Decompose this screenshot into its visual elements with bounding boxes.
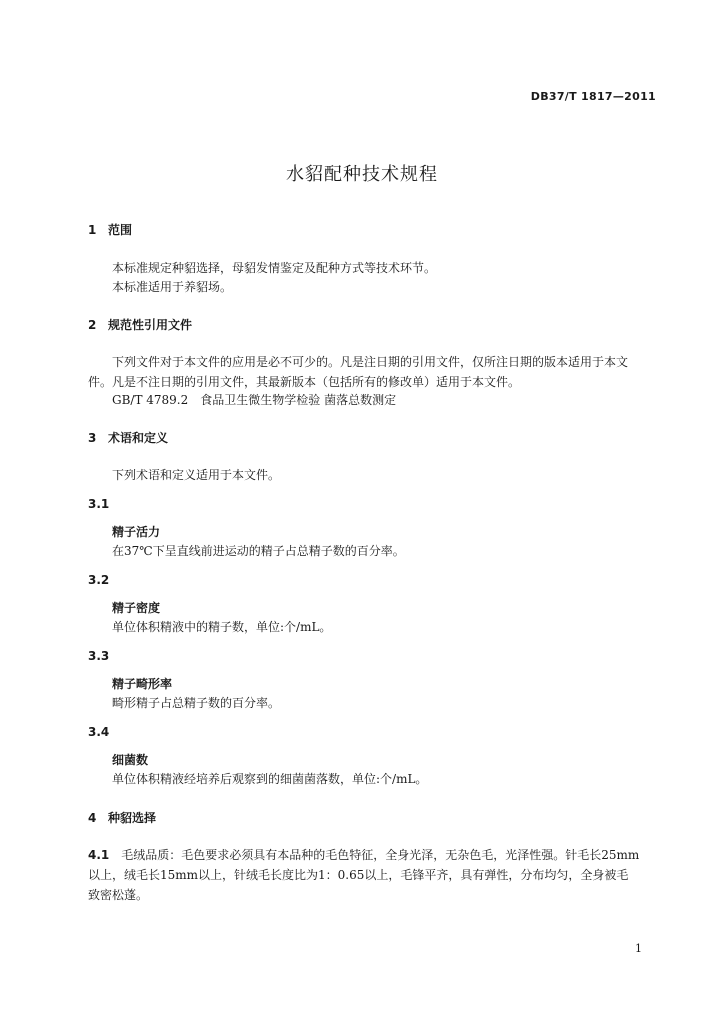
paragraph-line: 以上，绒毛长15mm以上，针绒毛长度比为1：0.65以上，毛锋平齐，具有弹性，分布均匀，全身被毛 bbox=[88, 868, 629, 882]
section-2-paragraph bbox=[88, 353, 656, 393]
section-3-heading bbox=[88, 429, 168, 446]
section-title: 种貂选择 bbox=[108, 811, 157, 825]
section-1-paragraph-2: 本标准适用于养貂场。 bbox=[112, 280, 233, 294]
clause-number: 4.1 bbox=[88, 848, 110, 862]
term-name: 精子密度 bbox=[112, 601, 161, 615]
standard-code: DB37/T 1817—2011 bbox=[530, 90, 656, 103]
section-1-heading bbox=[88, 221, 132, 238]
term-number: 3.2 bbox=[88, 573, 110, 587]
normative-reference: GB/T 4789.2 食品卫生微生物学检验 菌落总数测定 bbox=[112, 393, 397, 407]
term-name: 精子畸形率 bbox=[112, 677, 173, 691]
paragraph-line: 件。凡是不注日期的引用文件，其最新版本（包括所有的修改单）适用于本文件。 bbox=[88, 375, 521, 389]
paragraph-line: 致密松蓬。 bbox=[88, 888, 149, 902]
page-number: 1 bbox=[635, 942, 642, 955]
section-number: 3 bbox=[88, 431, 97, 445]
term-definition: 单位体积精液中的精子数，单位:个/mL。 bbox=[112, 620, 332, 634]
term-definition: 在37℃下呈直线前进运动的精子占总精子数的百分率。 bbox=[112, 544, 405, 558]
section-title: 范围 bbox=[108, 223, 133, 237]
term-name: 细菌数 bbox=[112, 753, 149, 767]
clause-text: 毛绒品质：毛色要求必须具有本品种的毛色特征，全身光泽，无杂色毛，光泽性强。针毛长25mm bbox=[121, 848, 640, 862]
term-definition: 畸形精子占总精子数的百分率。 bbox=[112, 696, 281, 710]
section-number: 2 bbox=[88, 318, 97, 332]
clause-4-1 bbox=[88, 846, 656, 906]
section-1-paragraph-1: 本标准规定种貂选择，母貂发情鉴定及配种方式等技术环节。 bbox=[112, 261, 437, 275]
term-name: 精子活力 bbox=[112, 525, 161, 539]
paragraph-line: 下列文件对于本文件的应用是必不可少的。凡是注日期的引用文件，仅所注日期的版本适用于本文 bbox=[112, 355, 629, 369]
term-number: 3.4 bbox=[88, 725, 110, 739]
section-2-heading bbox=[88, 316, 192, 333]
section-number: 1 bbox=[88, 223, 97, 237]
term-number: 3.3 bbox=[88, 649, 110, 663]
section-title: 规范性引用文件 bbox=[108, 318, 193, 332]
document-title: 水貂配种技术规程 bbox=[286, 164, 438, 185]
section-4-heading bbox=[88, 809, 156, 826]
section-3-intro: 下列术语和定义适用于本文件。 bbox=[112, 468, 281, 482]
section-number: 4 bbox=[88, 811, 97, 825]
section-title: 术语和定义 bbox=[108, 431, 169, 445]
paragraph-line bbox=[88, 846, 656, 866]
term-number: 3.1 bbox=[88, 497, 110, 511]
term-definition: 单位体积精液经培养后观察到的细菌菌落数，单位:个/mL。 bbox=[112, 772, 428, 786]
